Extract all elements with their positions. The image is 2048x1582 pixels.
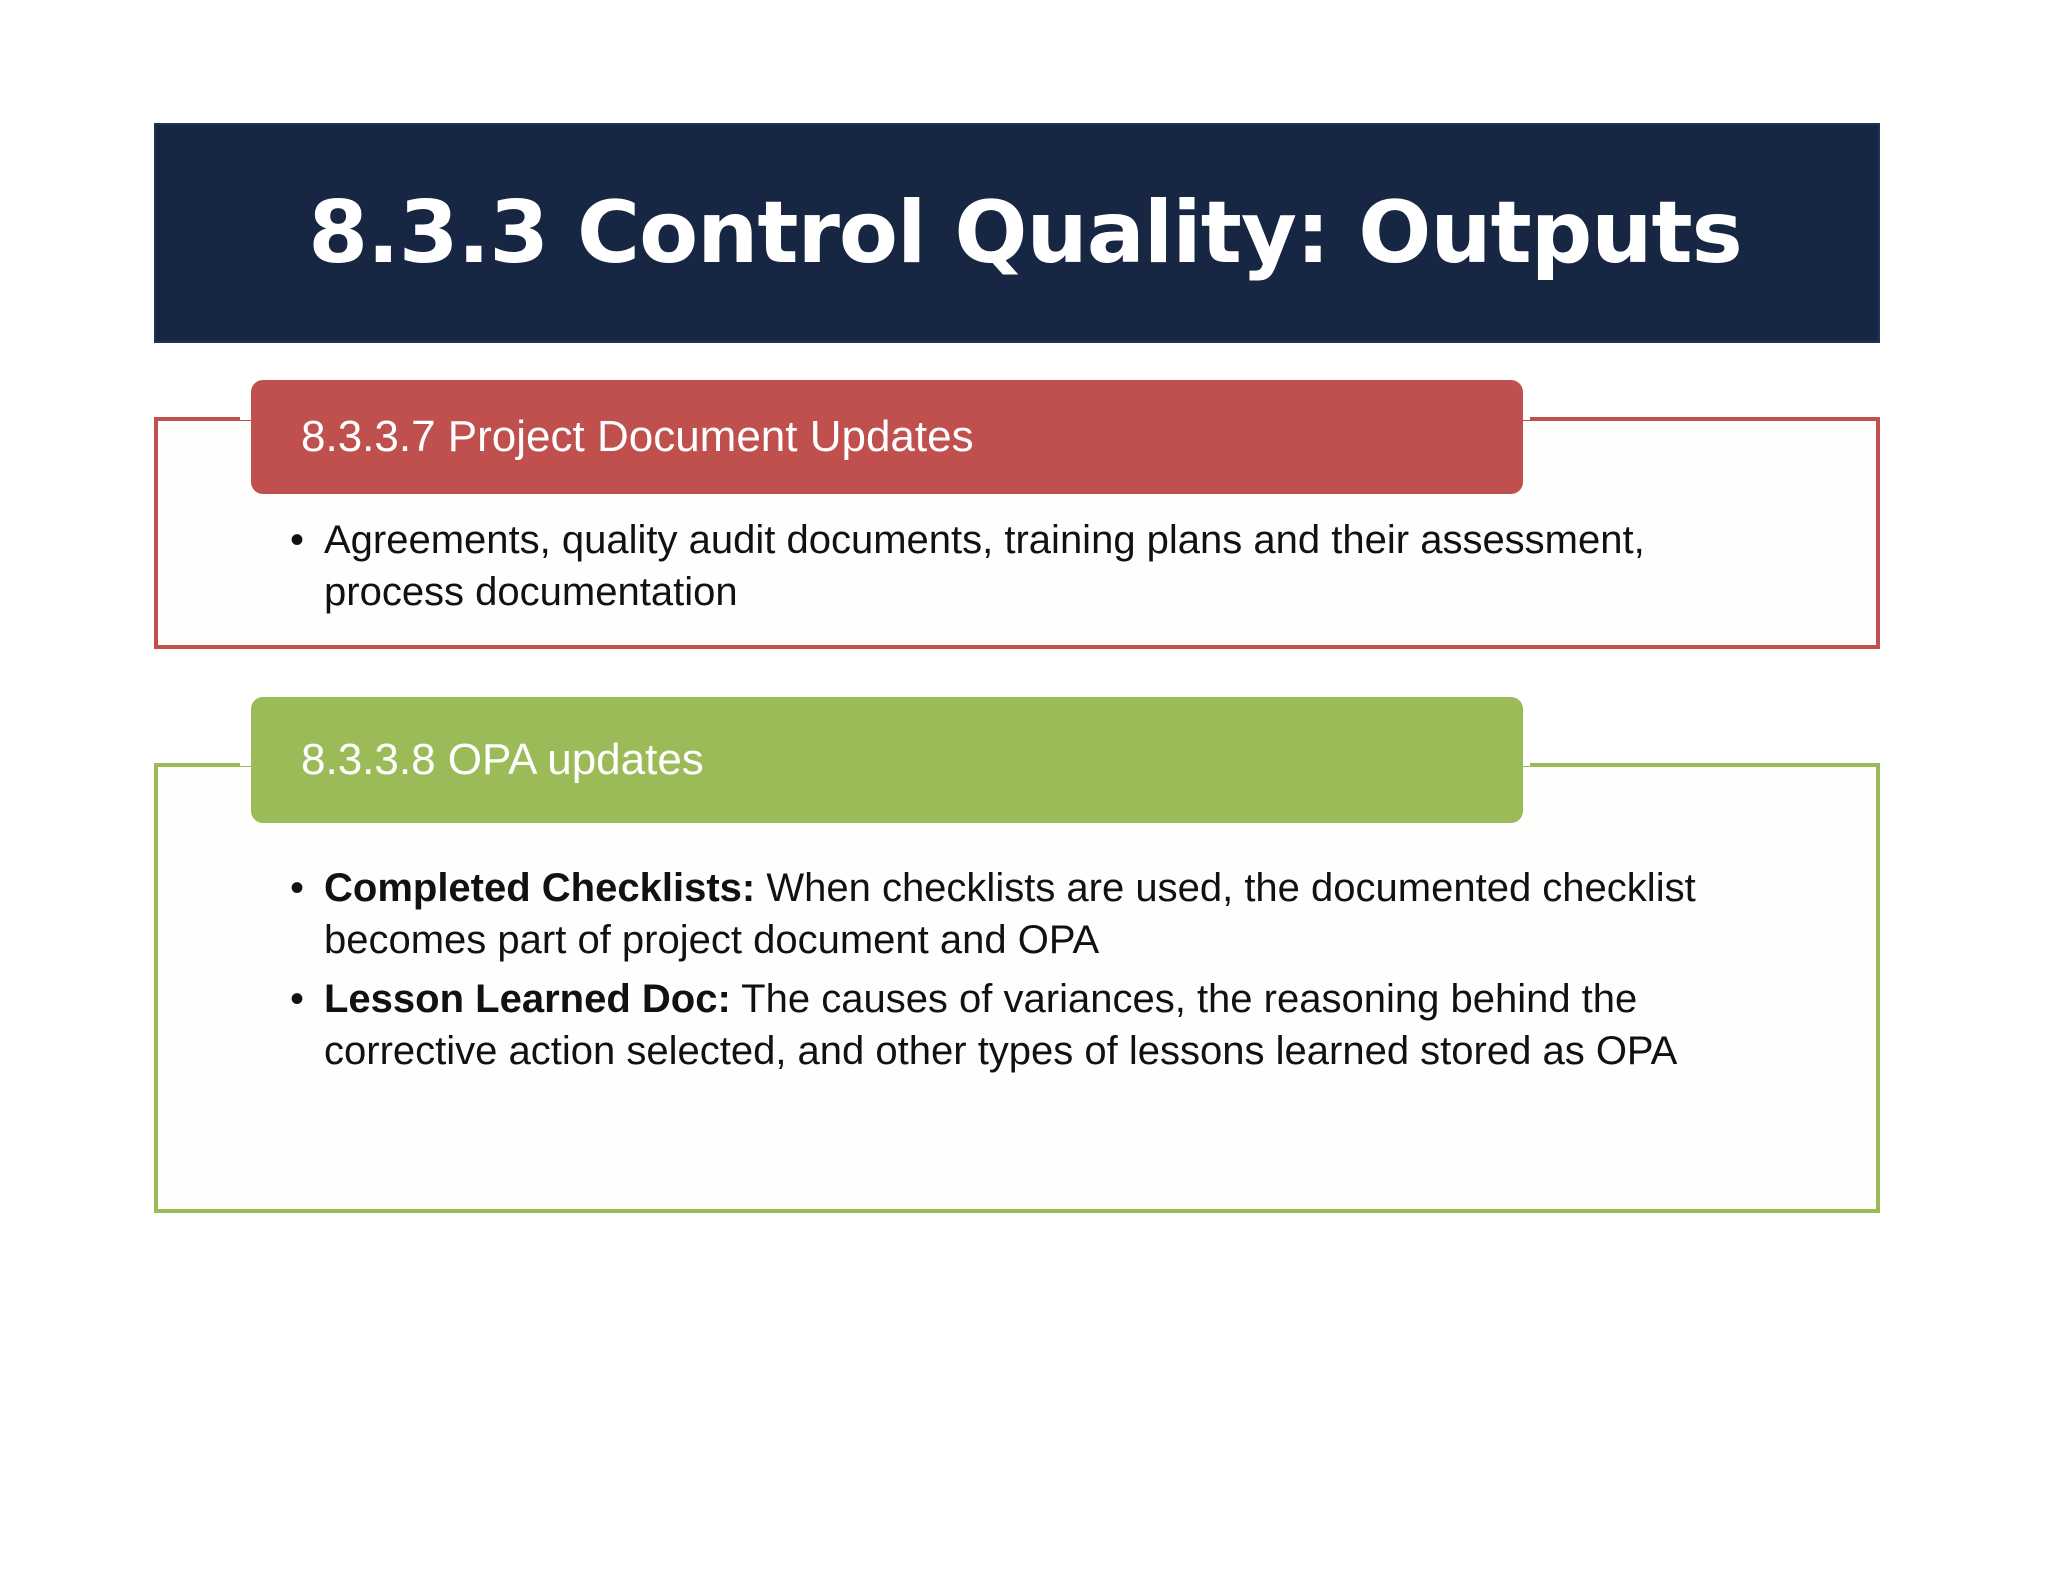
section-header-project-document-updates (251, 380, 1523, 494)
bullet-text: The causes of variances, the reasoning behind the corrective action selected, and other types of lessons learned stored as OPA (324, 977, 1678, 1073)
list-item (290, 973, 1770, 1077)
section-header-opa-updates (251, 697, 1523, 823)
bullet-icon: • (290, 977, 305, 1021)
bullet-bold-label: Completed Checklists: (324, 866, 756, 910)
list-item (290, 514, 1770, 618)
bullet-icon: • (290, 866, 305, 910)
section-header-label: 8.3.3.7 Project Document Updates (301, 412, 974, 461)
title-banner (154, 123, 1880, 343)
bullet-list (290, 514, 1770, 625)
section-header-label: 8.3.3.8 OPA updates (301, 735, 704, 784)
bullet-icon: • (290, 518, 305, 562)
bullet-text: Agreements, quality audit documents, training plans and their assessment, process documentation (324, 518, 1645, 614)
bullet-text: When checklists are used, the documented checklist becomes part of project document and OPA (324, 866, 1696, 962)
list-item (290, 862, 1770, 966)
bullet-list (290, 862, 1770, 1084)
bullet-bold-label: Lesson Learned Doc: (324, 977, 731, 1021)
slide-title: 8.3.3 Control Quality: Outputs (308, 183, 1742, 283)
